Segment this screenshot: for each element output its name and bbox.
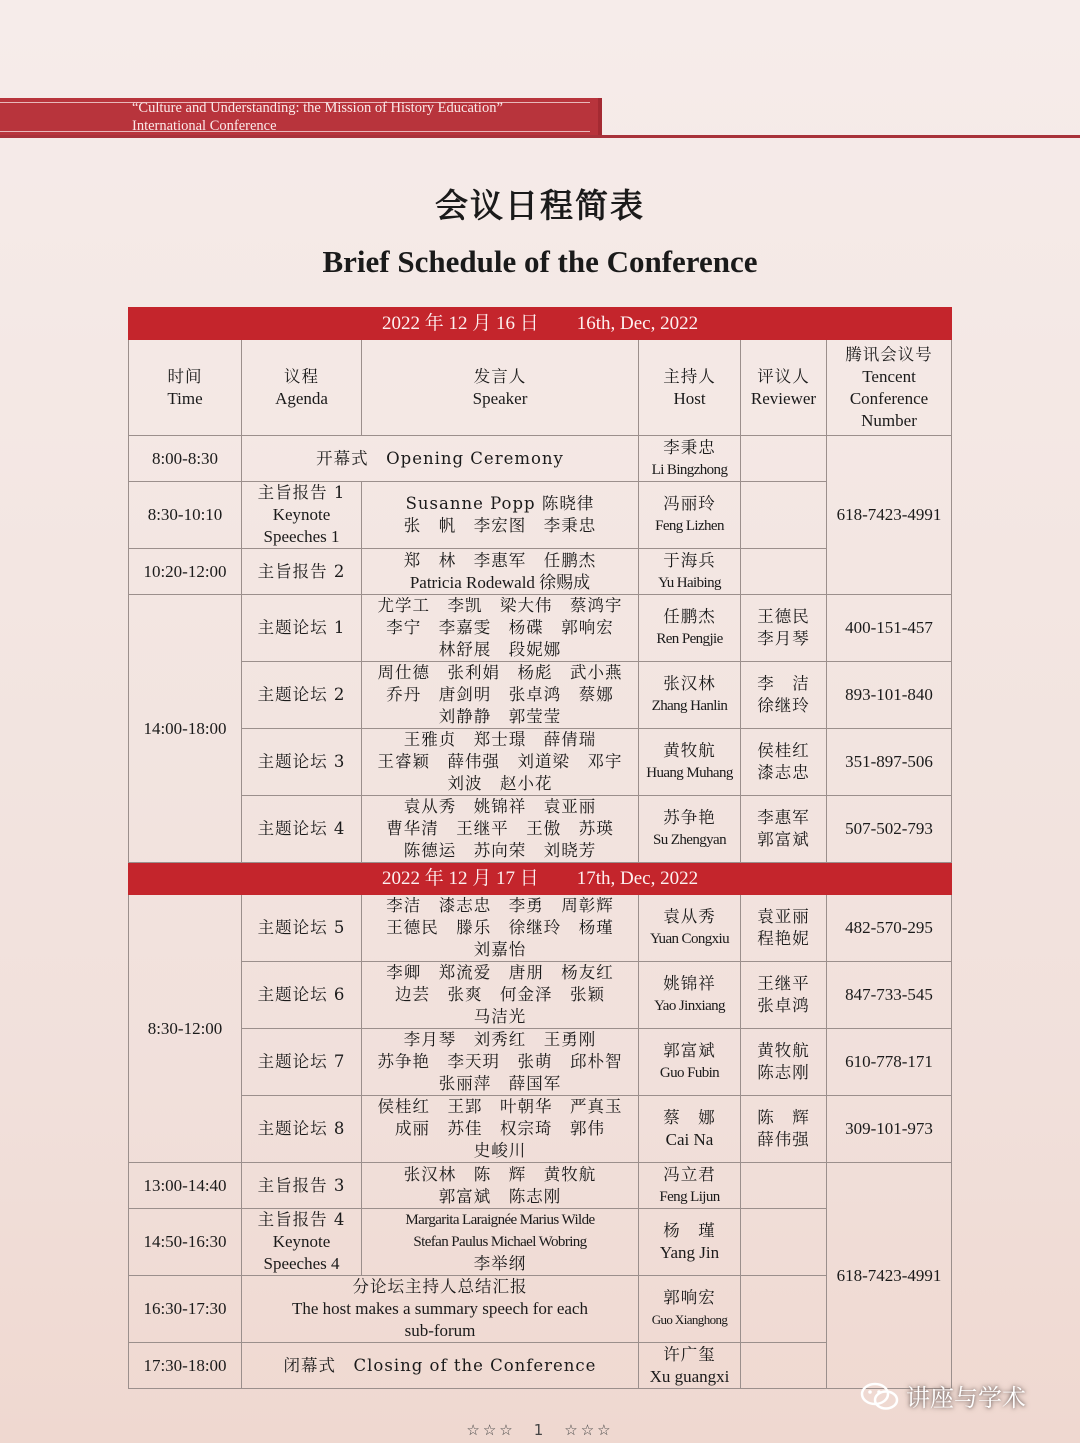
number-cell: 618-7423-4991 (827, 1163, 952, 1389)
host-cell: 冯立君 Feng Lijun (639, 1163, 741, 1209)
table-row (129, 729, 952, 796)
table-row (129, 1163, 952, 1209)
time-cell: 8:30-12:00 (129, 895, 242, 1163)
speaker-cell: 侯桂红 王郢 叶朝华 严真玉 成丽 苏佳 权宗琦 郭伟 史峻川 (362, 1096, 639, 1163)
speaker-cell: Margarita Laraignée Marius Wilde Stefan Paulus Michael Wobring 李举纲 (362, 1209, 639, 1276)
host-cell: 冯丽玲 Feng Lizhen (639, 482, 741, 549)
host-cell: 于海兵 Yu Haibing (639, 549, 741, 595)
host-cell: 黄牧航 Huang Muhang (639, 729, 741, 796)
agenda-cell: 主题论坛 2 (242, 662, 362, 729)
agenda-cell: 主旨报告 3 (242, 1163, 362, 1209)
agenda-cell: 分论坛主持人总结汇报 The host makes a summary speech for each sub-forum (242, 1276, 639, 1343)
speaker-cell: 袁从秀 姚锦祥 袁亚丽 曹华清 王继平 王傲 苏瑛 陈德运 苏向荣 刘晓芳 (362, 796, 639, 863)
host-cell: 任鹏杰 Ren Pengjie (639, 595, 741, 662)
reviewer-cell (741, 1276, 827, 1343)
page-footer: ☆☆☆ 1 ☆☆☆ (466, 1421, 614, 1439)
table-row (129, 1096, 952, 1163)
time-cell: 14:50-16:30 (129, 1209, 242, 1276)
number-cell: 507-502-793 (827, 796, 952, 863)
agenda-cell: 主题论坛 8 (242, 1096, 362, 1163)
number-cell: 482-570-295 (827, 895, 952, 962)
reviewer-cell: 王德民 李月琴 (741, 595, 827, 662)
agenda-cell: 闭幕式 Closing of the Conference (242, 1343, 639, 1389)
speaker-cell: 郑 林 李惠军 任鹏杰 Patricia Rodewald 徐赐成 (362, 549, 639, 595)
agenda-cell: 主旨报告 4 Keynote Speeches 4 (242, 1209, 362, 1276)
agenda-cell: 主题论坛 1 (242, 595, 362, 662)
number-cell: 610-778-171 (827, 1029, 952, 1096)
host-cell: 张汉林 Zhang Hanlin (639, 662, 741, 729)
host-cell: 蔡 娜 Cai Na (639, 1096, 741, 1163)
day1-label: 2022 年 12 月 16 日 16th, Dec, 2022 (129, 308, 952, 340)
reviewer-cell: 袁亚丽 程艳妮 (741, 895, 827, 962)
speaker-cell: 李月琴 刘秀红 王勇刚 苏争艳 李天玥 张萌 邱朴智 张丽萍 薛国军 (362, 1029, 639, 1096)
speaker-cell: 王雅贞 郑士璟 薛倩瑞 王睿颖 薛伟强 刘道梁 邓宇 刘波 赵小花 (362, 729, 639, 796)
speaker-cell: 张汉林 陈 辉 黄牧航 郭富斌 陈志刚 (362, 1163, 639, 1209)
reviewer-cell (741, 436, 827, 482)
agenda-cell: 主旨报告 1 Keynote Speeches 1 (242, 482, 362, 549)
header-speaker: 发言人 Speaker (362, 340, 639, 436)
watermark-text: 讲座与学术 (906, 1384, 1026, 1412)
banner-line-2: International Conference (132, 118, 277, 134)
agenda-cell: 主旨报告 2 (242, 549, 362, 595)
host-cell: 姚锦祥 Yao Jinxiang (639, 962, 741, 1029)
host-cell: 许广玺 Xu guangxi (639, 1343, 741, 1389)
number-cell: 847-733-545 (827, 962, 952, 1029)
reviewer-cell (741, 1209, 827, 1276)
table-row (129, 962, 952, 1029)
host-cell: 杨 瑾 Yang Jin (639, 1209, 741, 1276)
agenda-cell: 主题论坛 7 (242, 1029, 362, 1096)
time-cell: 14:00-18:00 (129, 595, 242, 863)
speaker-cell: Susanne Popp 陈晓律 张 帆 李宏图 李秉忠 (362, 482, 639, 549)
header-banner-text (132, 99, 503, 135)
speaker-cell: 尤学工 李凯 梁大伟 蔡鸿宇 李宁 李嘉雯 杨碟 郭响宏 林舒展 段妮娜 (362, 595, 639, 662)
agenda-cell: 主题论坛 5 (242, 895, 362, 962)
header-number: 腾讯会议号 Tencent Conference Number (827, 340, 952, 436)
host-cell: 李秉忠 Li Bingzhong (639, 436, 741, 482)
reviewer-cell: 李惠军 郭富斌 (741, 796, 827, 863)
page-title-en: Brief Schedule of the Conference (322, 244, 758, 279)
reviewer-cell: 李 洁 徐继玲 (741, 662, 827, 729)
table-row (129, 895, 952, 962)
header-rule (0, 135, 1080, 138)
speaker-cell: 李洁 漆志忠 李勇 周彰辉 王德民 滕乐 徐继玲 杨瑾 刘嘉怡 (362, 895, 639, 962)
reviewer-cell (741, 482, 827, 549)
table-row (129, 436, 952, 482)
watermark (860, 1378, 1026, 1413)
host-cell: 苏争艳 Su Zhengyan (639, 796, 741, 863)
header-time: 时间 Time (129, 340, 242, 436)
number-cell: 309-101-973 (827, 1096, 952, 1163)
agenda-cell: 开幕式 Opening Ceremony (242, 436, 639, 482)
speaker-cell: 周仕德 张利娟 杨彪 武小燕 乔丹 唐剑明 张卓鸿 蔡娜 刘静静 郭莹莹 (362, 662, 639, 729)
day1-bar (129, 308, 952, 340)
reviewer-cell: 陈 辉 薛伟强 (741, 1096, 827, 1163)
day2-label: 2022 年 12 月 17 日 17th, Dec, 2022 (129, 863, 952, 895)
number-cell: 351-897-506 (827, 729, 952, 796)
table-row (129, 662, 952, 729)
reviewer-cell: 王继平 张卓鸿 (741, 962, 827, 1029)
header-agenda: 议程 Agenda (242, 340, 362, 436)
agenda-cell: 主题论坛 6 (242, 962, 362, 1029)
time-cell: 8:30-10:10 (129, 482, 242, 549)
header-host: 主持人 Host (639, 340, 741, 436)
host-cell: 袁从秀 Yuan Congxiu (639, 895, 741, 962)
number-cell: 893-101-840 (827, 662, 952, 729)
agenda-cell: 主题论坛 4 (242, 796, 362, 863)
reviewer-cell: 侯桂红 漆志忠 (741, 729, 827, 796)
agenda-cell: 主题论坛 3 (242, 729, 362, 796)
table-row (129, 1029, 952, 1096)
reviewer-cell: 黄牧航 陈志刚 (741, 1029, 827, 1096)
time-cell: 10:20-12:00 (129, 549, 242, 595)
page-title-cn: 会议日程简表 (435, 186, 645, 225)
table-row (129, 796, 952, 863)
header-reviewer: 评议人 Reviewer (741, 340, 827, 436)
speaker-cell: 李卿 郑流爱 唐朋 杨友红 边芸 张爽 何金泽 张颖 马洁光 (362, 962, 639, 1029)
day2-bar (129, 863, 952, 895)
host-cell: 郭响宏 Guo Xianghong (639, 1276, 741, 1343)
table-row (129, 595, 952, 662)
banner-line-1: “Culture and Understanding: the Mission of History Education” (132, 100, 503, 116)
number-cell: 400-151-457 (827, 595, 952, 662)
reviewer-cell (741, 549, 827, 595)
time-cell: 16:30-17:30 (129, 1276, 242, 1343)
header-row (129, 340, 952, 436)
host-cell: 郭富斌 Guo Fubin (639, 1029, 741, 1096)
chat-bubbles-icon (860, 1381, 900, 1411)
time-cell: 13:00-14:40 (129, 1163, 242, 1209)
reviewer-cell (741, 1343, 827, 1389)
reviewer-cell (741, 1163, 827, 1209)
time-cell: 17:30-18:00 (129, 1343, 242, 1389)
schedule-table (128, 307, 952, 1389)
number-cell: 618-7423-4991 (827, 436, 952, 595)
time-cell: 8:00-8:30 (129, 436, 242, 482)
